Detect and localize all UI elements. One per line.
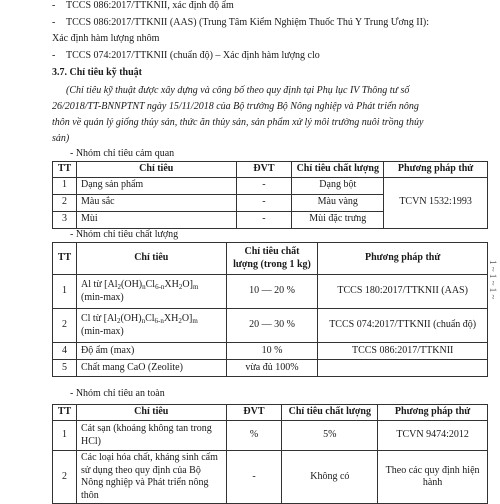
cell-tt: 2 [53,309,77,343]
header-unit: ĐVT [226,405,282,421]
table-row [53,451,488,504]
header-criterion: Chỉ tiêu [76,162,236,178]
table-header-row [53,162,488,178]
cell-tt: 3 [53,211,77,228]
cell-criterion: Cl từ $[Al_2(OH)_nCl_{6-n}XH_2O]_m$ (min-max) [76,309,226,343]
formula-part: Cl [145,278,156,290]
cell-tt: 1 [53,177,77,194]
group1-title: - Nhóm chỉ tiêu cảm quan [70,148,175,159]
cell-method: Theo các quy định hiện hành [378,451,488,504]
cell-criterion: Cát sạn (khoảng không tan trong HCl) [76,421,226,451]
safety-table [52,404,488,504]
cell-criterion: Al từ $[Al_2(OH)_nCl_{6-n}XH_2O]_m$ (min-max) [76,275,226,309]
formula-part: Cl từ [Al [80,312,117,324]
header-tt: TT [53,405,77,421]
cell-quality: vừa đủ 100% [226,360,318,377]
bullet-line-3: - TCCS 074:2017/TTKNII (chuẩn độ) – Xác định hàm lượng clo [66,50,320,63]
cell-unit: % [226,421,282,451]
table-header-row [53,405,488,421]
paragraph-line-2: 26/2018/TT-BNNPTNT ngày 15/11/2018 của Bộ trưởng Bộ Nông nghiệp và Phát triển nông [52,101,419,112]
cell-unit: - [236,211,292,228]
cell-tt: 1 [53,421,77,451]
header-method: Phương pháp thử [378,405,488,421]
paragraph-line-4: sản) [52,133,70,144]
table-row [53,343,488,360]
formula-part: (OH) [121,278,143,290]
header-quality-line-2: lượng (trong 1 kg) [233,258,311,270]
cell-method: TCCS 180:2017/TTKNII (AAS) [318,275,488,309]
cell-unit: - [236,177,292,194]
formula-part: XH [164,278,179,290]
header-quality: Chỉ tiêu chất lượng [292,162,384,178]
group3-title: - Nhóm chỉ tiêu an toàn [70,388,165,399]
header-criterion: Chỉ tiêu [76,405,226,421]
table-row [53,177,488,194]
bullet-line-1: - TCCS 086:2017/TTKNII, xác định độ ẩm [66,0,234,13]
formula-part: O] [181,312,193,324]
cell-quality: 5% [282,421,378,451]
group2-title: - Nhóm chỉ tiêu chất lượng [70,229,179,240]
cell-quality: 10 % [226,343,318,360]
cell-method: TCVN 9474:2012 [378,421,488,451]
formula-tail: (min-max) [80,291,124,303]
cell-tt: 5 [53,360,77,377]
cell-tt: 2 [53,194,77,211]
header-unit: ĐVT [236,162,292,178]
header-tt: TT [53,243,77,275]
formula-part: XH [163,312,179,324]
header-quality-line-1: Chỉ tiêu chất [244,246,300,257]
cell-criterion: Chất mang CaO (Zeolite) [76,360,226,377]
cell-criterion: Màu sắc [76,194,236,211]
cell-tt: 1 [53,275,77,309]
table-row [53,421,488,451]
cell-quality: Không có [282,451,378,504]
sensory-table [52,161,488,229]
bullet-line-2: - TCCS 086:2017/TTKNII (AAS) (Trung Tâm Kiểm Nghiệm Thuốc Thú Y Trung Ương II): [66,17,429,30]
margin-note: 1 ~ 1 ~ 1 ~ [488,260,498,300]
header-tt: TT [53,162,77,178]
bullet-line-2-cont: Xác định hàm lượng nhôm [52,33,160,44]
cell-criterion: Độ ẩm (max) [76,343,226,360]
cell-quality: 10 — 20 % [226,275,318,309]
header-method: Phương pháp thử [384,162,488,178]
cell-quality: Mùi đặc trưng [292,211,384,228]
table-row [53,275,488,309]
formula-part: (OH) [120,312,142,324]
header-criterion: Chỉ tiêu [76,243,226,275]
cell-tt: 2 [53,451,77,504]
table-header-row [53,243,488,275]
cell-unit: - [236,194,292,211]
cell-unit: - [226,451,282,504]
cell-quality: Dạng bột [292,177,384,194]
cell-criterion: Các loại hóa chất, kháng sinh cấm sử dụng theo quy định của Bộ Nông nghiệp và Phát triển nông thôn [76,451,226,504]
paragraph-line-1: (Chỉ tiêu kỹ thuật được xây dựng và công bố theo quy định tại Phụ lục IV Thông tư số [66,85,410,96]
paragraph-line-3: thôn về quản lý giống thủy sản, thức ăn thủy sản, sản phẩm xử lý môi trường nuôi trồng thủy [52,117,424,128]
header-quality: Chỉ tiêu chất lượng [282,405,378,421]
formula-part: Cl [145,312,155,324]
formula-part: O] [182,278,193,290]
cell-method: TCCS 074:2017/TTKNII (chuẩn độ) [318,309,488,343]
cell-quality: Màu vàng [292,194,384,211]
section-heading: 3.7. Chỉ tiêu kỹ thuật [52,67,143,78]
quality-table [52,242,488,377]
table-row [53,360,488,377]
header-quality [226,243,318,275]
cell-criterion: Mùi [76,211,236,228]
cell-tt: 4 [53,343,77,360]
cell-method: TCVN 1532:1993 [384,177,488,228]
formula-tail: (min-max) [80,325,124,337]
header-method: Phương pháp thử [318,243,488,275]
table-row [53,309,488,343]
cell-method: TCCS 086:2017/TTKNII [318,343,488,360]
cell-criterion: Dạng sản phẩm [76,177,236,194]
formula-part: Al từ [Al [80,278,118,290]
cell-method [318,360,488,377]
cell-quality: 20 — 30 % [226,309,318,343]
section-paragraph [52,83,492,147]
